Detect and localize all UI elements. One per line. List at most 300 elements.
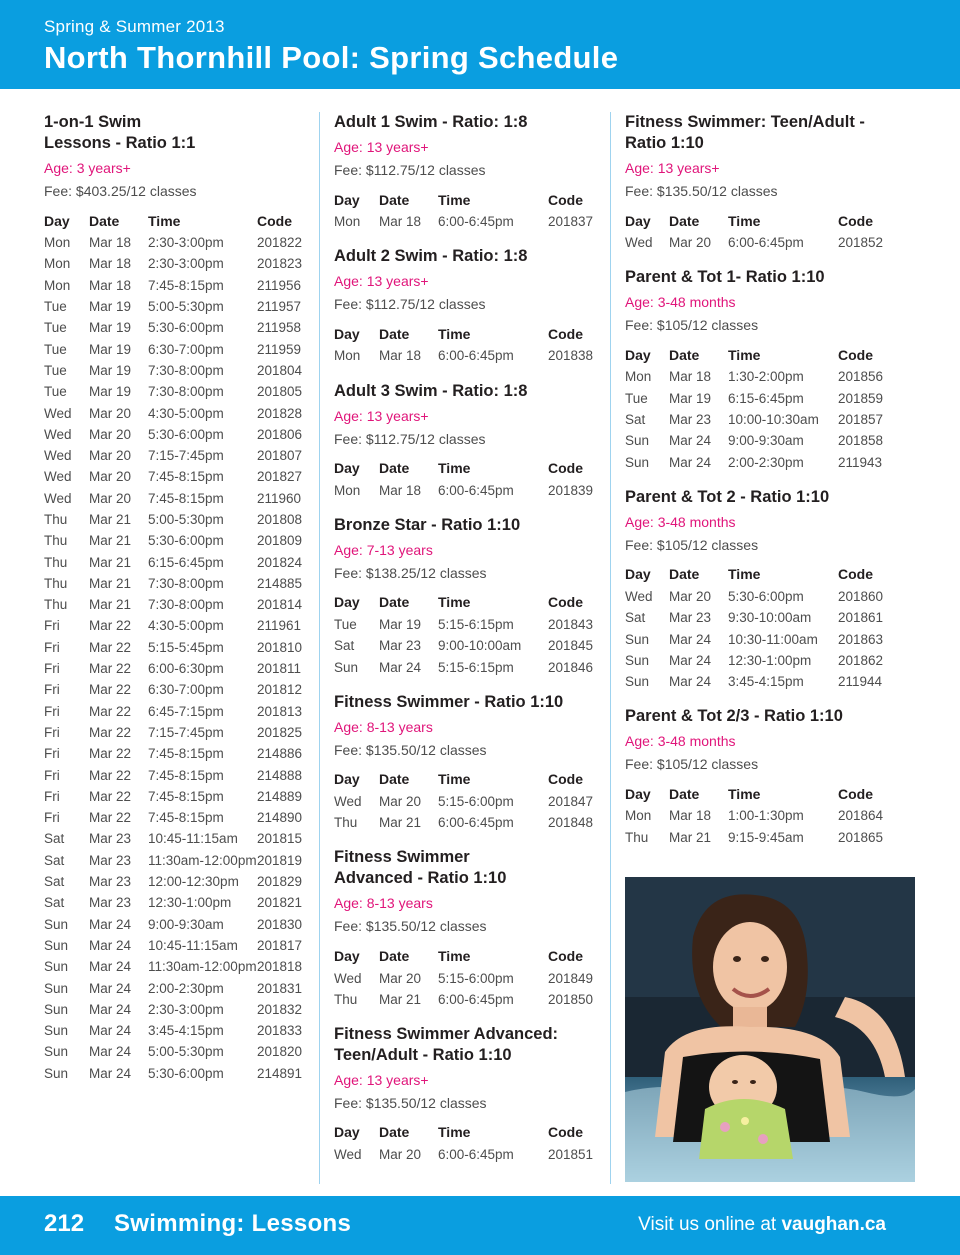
cell-code: 201839 (548, 482, 594, 498)
table-row (44, 892, 302, 913)
column-divider (610, 112, 611, 1184)
program-fee: Fee: $112.75/12 classes (334, 296, 486, 313)
table-row (44, 828, 302, 849)
table-row (44, 850, 302, 871)
cell-day: Thu (44, 512, 68, 527)
program-title (334, 1024, 596, 1066)
cell-code: 211957 (257, 299, 302, 315)
cell-date: Mar 21 (379, 991, 422, 1007)
column-header-code: Code (838, 346, 873, 363)
cell-date: Mar 22 (89, 788, 132, 804)
cell-time: 3:45-4:15pm (728, 674, 804, 690)
column-header-day: Day (625, 212, 651, 229)
table-row (44, 615, 302, 636)
table-header-row (625, 209, 883, 232)
table-row (625, 650, 883, 671)
table-row (44, 658, 302, 679)
column-header-date: Date (379, 191, 410, 208)
column-header-day: Day (334, 947, 360, 964)
program-fee: Fee: $135.50/12 classes (625, 183, 778, 199)
table-row (625, 805, 883, 826)
cell-code: 201846 (548, 659, 594, 675)
table-header-row (334, 457, 593, 480)
cell-day: Fri (44, 682, 60, 698)
program-block (334, 692, 596, 834)
cell-time: 6:30-7:00pm (148, 341, 224, 357)
cell-code: 211956 (257, 277, 302, 293)
table-row (44, 722, 302, 743)
column-header-date: Date (379, 594, 410, 611)
cell-time: 9:00-9:30am (728, 433, 804, 449)
column-header-day: Day (44, 212, 70, 229)
cell-day: Mon (625, 808, 652, 824)
cell-time: 3:45-4:15pm (148, 1023, 224, 1039)
column-header-day: Day (625, 346, 651, 363)
program-title (334, 847, 596, 889)
table-row (625, 827, 883, 848)
cell-time: 10:00-10:30am (728, 412, 819, 428)
website-link[interactable] (638, 1214, 886, 1236)
cell-code: 214888 (257, 767, 303, 783)
cell-date: Mar 24 (89, 937, 132, 953)
column-header-date: Date (89, 212, 120, 229)
cell-day: Tue (44, 320, 67, 336)
program-block (334, 515, 596, 678)
table-row (44, 551, 302, 572)
column-header-date: Date (669, 346, 700, 363)
cell-date: Mar 21 (89, 575, 132, 591)
table-row (44, 871, 302, 892)
table-row (44, 232, 302, 253)
program-title-line: Lessons - Ratio 1:1 (44, 134, 196, 152)
cell-day: Fri (44, 661, 60, 677)
table-row (44, 637, 302, 658)
cell-code: 201822 (257, 235, 303, 251)
cell-date: Mar 24 (89, 1001, 132, 1017)
table-row (334, 635, 593, 656)
table-row (44, 402, 302, 423)
cell-time: 7:45-8:15pm (148, 746, 224, 762)
column-header-date: Date (669, 785, 700, 802)
program-title (44, 112, 306, 154)
cell-date: Mar 21 (89, 597, 132, 613)
cell-date: Mar 22 (89, 767, 132, 783)
column-header-time: Time (438, 325, 471, 342)
cell-time: 5:15-6:15pm (438, 617, 514, 633)
column-header-date: Date (379, 947, 410, 964)
cell-code: 201819 (257, 852, 303, 868)
program-title-line: Fitness Swimmer - Ratio 1:10 (334, 692, 564, 711)
cell-date: Mar 18 (669, 808, 712, 824)
cell-time: 6:00-6:45pm (438, 815, 514, 831)
table-row (625, 586, 883, 607)
program-title-line: Fitness Swimmer (334, 848, 470, 867)
page-footer (0, 1196, 960, 1255)
cell-time: 7:30-8:00pm (148, 384, 224, 400)
cell-date: Mar 22 (89, 724, 132, 740)
table-row (44, 1020, 302, 1041)
table-row (44, 424, 302, 445)
cell-code: 201820 (257, 1044, 303, 1060)
cell-code: 211959 (257, 341, 302, 357)
visit-prefix: Visit us online at (638, 1214, 782, 1235)
cell-code: 201856 (838, 369, 884, 385)
cell-day: Tue (625, 390, 648, 406)
cell-time: 7:45-8:15pm (148, 490, 224, 506)
cell-date: Mar 20 (379, 793, 422, 809)
table-header-row (334, 1121, 593, 1144)
table-row (625, 607, 883, 628)
cell-code: 201852 (838, 235, 884, 251)
table-row (44, 317, 302, 338)
program-age: Age: 13 years+ (334, 1071, 429, 1088)
cell-time: 6:00-6:45pm (438, 991, 514, 1007)
cell-time: 11:30am-12:00pm (148, 852, 257, 868)
cell-day: Sat (44, 895, 65, 911)
cell-day: Mon (625, 369, 652, 385)
cell-code: 201810 (257, 639, 303, 655)
cell-day: Fri (44, 639, 60, 655)
column-header-day: Day (334, 1124, 360, 1141)
cell-date: Mar 18 (89, 235, 132, 251)
program-title-line: Fitness Swimmer: Teen/Adult - (625, 113, 865, 131)
cell-code: 201857 (838, 412, 884, 428)
page-title: North Thornhill Pool: Spring Schedule (44, 40, 619, 75)
cell-day: Sat (625, 610, 646, 626)
column-header-time: Time (148, 212, 181, 229)
cell-day: Sun (44, 959, 69, 975)
column-divider (319, 112, 320, 1184)
cell-time: 5:30-6:00pm (728, 588, 804, 604)
program-title-line: 1-on-1 Swim (44, 113, 142, 131)
cell-date: Mar 21 (379, 815, 422, 831)
cell-date: Mar 22 (89, 639, 132, 655)
cell-date: Mar 18 (89, 277, 132, 293)
program-block (44, 112, 306, 1084)
table-row (44, 488, 302, 509)
cell-day: Thu (334, 815, 358, 831)
cell-time: 9:30-10:00am (728, 610, 812, 626)
program-title-line: Adult 1 Swim - Ratio: 1:8 (334, 113, 528, 131)
website-domain: vaughan.ca (781, 1214, 886, 1235)
cell-code: 201821 (257, 895, 303, 911)
table-row (44, 275, 302, 296)
cell-code: 201860 (838, 588, 884, 604)
cell-date: Mar 19 (89, 320, 132, 336)
cell-date: Mar 23 (89, 895, 132, 911)
cell-date: Mar 24 (89, 1044, 132, 1060)
cell-code: 201815 (257, 831, 303, 847)
cell-date: Mar 24 (669, 652, 712, 668)
cell-time: 7:45-8:15pm (148, 767, 224, 783)
program-title-line: Adult 2 Swim - Ratio: 1:8 (334, 247, 528, 266)
cell-date: Mar 20 (89, 490, 132, 506)
program-block (334, 847, 596, 1010)
cell-date: Mar 22 (89, 661, 132, 677)
table-header-row (334, 188, 593, 211)
table-row (44, 594, 302, 615)
cell-code: 201831 (257, 980, 303, 996)
table-row (44, 466, 302, 487)
cell-time: 5:00-5:30pm (148, 299, 224, 315)
table-row (44, 977, 302, 998)
program-age: Age: 3-48 months (625, 733, 736, 750)
cell-day: Sun (625, 454, 650, 470)
cell-date: Mar 24 (89, 980, 132, 996)
cell-day: Wed (625, 588, 653, 604)
cell-day: Thu (44, 533, 68, 549)
cell-code: 201832 (257, 1001, 303, 1017)
cell-date: Mar 23 (89, 831, 132, 847)
column-header-date: Date (669, 566, 700, 583)
program-fee: Fee: $135.50/12 classes (334, 1094, 487, 1111)
table-row (44, 296, 302, 317)
column-header-code: Code (838, 212, 873, 229)
cell-code: 201864 (838, 808, 884, 824)
cell-code: 201837 (548, 214, 594, 230)
cell-time: 7:15-7:45pm (148, 724, 224, 740)
column-header-time: Time (438, 947, 471, 964)
cell-code: 201829 (257, 874, 303, 890)
schedule-table (625, 343, 883, 472)
program-block (334, 381, 596, 501)
table-row (625, 671, 883, 692)
column-header-time: Time (438, 771, 471, 788)
table-row (625, 232, 883, 253)
column-header-code: Code (838, 566, 873, 583)
table-row (44, 764, 302, 785)
schedule-table (625, 563, 883, 692)
schedule-table (334, 188, 593, 232)
schedule-table (334, 1121, 593, 1165)
cell-day: Sun (44, 1065, 69, 1081)
cell-code: 201814 (257, 597, 303, 613)
cell-code: 214890 (257, 810, 303, 826)
table-row (44, 956, 302, 977)
cell-day: Wed (44, 448, 72, 464)
page-number: 212 (44, 1210, 85, 1237)
cell-time: 7:15-7:45pm (148, 448, 224, 464)
cell-day: Thu (44, 554, 68, 570)
cell-day: Fri (44, 724, 60, 740)
cell-day: Mon (44, 277, 71, 293)
cell-code: 201859 (838, 390, 884, 406)
program-title-line: Advanced - Ratio 1:10 (334, 869, 507, 888)
cell-date: Mar 21 (89, 554, 132, 570)
cell-date: Mar 24 (89, 1023, 132, 1039)
table-row (44, 509, 302, 530)
program-fee: Fee: $138.25/12 classes (334, 564, 487, 581)
program-title-line: Teen/Adult - Ratio 1:10 (334, 1045, 512, 1064)
cell-date: Mar 18 (379, 348, 422, 364)
cell-date: Mar 24 (669, 454, 712, 470)
cell-code: 201806 (257, 426, 303, 442)
cell-day: Mon (334, 348, 361, 364)
cell-day: Mon (334, 482, 361, 498)
column-header-time: Time (438, 1124, 471, 1141)
cell-code: 201847 (548, 793, 594, 809)
program-age: Age: 3-48 months (625, 294, 736, 311)
cell-code: 214889 (257, 788, 303, 804)
cell-date: Mar 19 (89, 341, 132, 357)
program-title-line: Bronze Star - Ratio 1:10 (334, 515, 521, 534)
column-header-code: Code (838, 785, 873, 802)
table-row (44, 701, 302, 722)
section-title: Swimming: Lessons (114, 1210, 352, 1237)
cell-code: 201862 (838, 652, 884, 668)
column-header-code: Code (548, 325, 583, 342)
table-row (44, 679, 302, 700)
cell-day: Thu (334, 991, 358, 1007)
cell-day: Mon (44, 256, 71, 272)
table-row (44, 743, 302, 764)
table-row (44, 253, 302, 274)
cell-day: Sun (44, 980, 69, 996)
cell-date: Mar 22 (89, 682, 132, 698)
table-row (44, 338, 302, 359)
column-header-day: Day (625, 566, 651, 583)
table-row (334, 812, 593, 833)
cell-day: Mon (44, 235, 71, 251)
cell-date: Mar 23 (89, 852, 132, 868)
cell-date: Mar 19 (89, 384, 132, 400)
table-row (334, 480, 593, 501)
cell-date: Mar 21 (669, 829, 712, 845)
cell-code: 201813 (257, 703, 303, 719)
cell-day: Wed (44, 426, 72, 442)
table-row (625, 451, 883, 472)
table-row (625, 628, 883, 649)
cell-date: Mar 18 (669, 369, 712, 385)
table-row (44, 530, 302, 551)
column-header-day: Day (334, 325, 360, 342)
cell-code: 201818 (257, 959, 303, 975)
cell-code: 214891 (257, 1065, 303, 1081)
cell-time: 5:15-6:15pm (438, 659, 514, 675)
table-header-row (334, 591, 593, 614)
table-header-row (334, 944, 593, 967)
cell-date: Mar 20 (379, 970, 422, 986)
table-row (44, 999, 302, 1020)
schedule-table (334, 944, 593, 1010)
cell-code: 201811 (257, 661, 302, 677)
cell-code: 211960 (257, 490, 302, 506)
cell-day: Sun (625, 433, 650, 449)
table-row (44, 1063, 302, 1084)
schedule-table (334, 768, 593, 834)
cell-date: Mar 20 (89, 426, 132, 442)
cell-time: 9:15-9:45am (728, 829, 804, 845)
program-fee: Fee: $112.75/12 classes (334, 162, 486, 178)
column-header-date: Date (379, 1124, 410, 1141)
column-header-time: Time (728, 212, 761, 229)
cell-time: 6:00-6:45pm (438, 348, 514, 364)
cell-time: 6:30-7:00pm (148, 682, 224, 698)
cell-day: Wed (625, 235, 653, 251)
table-header-row (334, 768, 593, 791)
table-row (334, 967, 593, 988)
cell-code: 211961 (257, 618, 302, 634)
cell-time: 2:00-2:30pm (728, 454, 804, 470)
cell-date: Mar 22 (89, 703, 132, 719)
cell-date: Mar 20 (669, 235, 712, 251)
cell-day: Fri (44, 810, 60, 826)
table-row (334, 1144, 593, 1165)
cell-day: Fri (44, 618, 60, 634)
column-header-date: Date (669, 212, 700, 229)
table-row (44, 807, 302, 828)
program-block (334, 112, 596, 232)
cell-date: Mar 18 (379, 214, 422, 230)
table-header-row (625, 563, 883, 586)
cell-code: 201845 (548, 638, 594, 654)
table-row (625, 409, 883, 430)
program-block (625, 112, 925, 253)
cell-day: Tue (44, 362, 67, 378)
cell-code: 201838 (548, 348, 594, 364)
cell-code: 201861 (838, 610, 884, 626)
cell-date: Mar 21 (89, 533, 132, 549)
cell-code: 201825 (257, 724, 303, 740)
column-header-date: Date (379, 771, 410, 788)
cell-time: 6:15-6:45pm (728, 390, 804, 406)
cell-date: Mar 20 (669, 588, 712, 604)
cell-time: 6:00-6:45pm (438, 1147, 514, 1163)
cell-time: 6:15-6:45pm (148, 554, 224, 570)
cell-date: Mar 23 (379, 638, 422, 654)
column-2 (334, 112, 596, 1179)
cell-code: 201851 (548, 1147, 594, 1163)
program-title (625, 267, 925, 288)
cell-day: Sun (44, 1044, 69, 1060)
cell-code: 211958 (257, 320, 302, 336)
season-label: Spring & Summer 2013 (44, 17, 225, 36)
table-row (44, 381, 302, 402)
cell-time: 1:00-1:30pm (728, 808, 804, 824)
cell-date: Mar 21 (89, 512, 132, 527)
cell-time: 9:00-10:00am (438, 638, 522, 654)
cell-time: 9:00-9:30am (148, 916, 224, 932)
cell-day: Wed (44, 469, 72, 485)
cell-time: 7:45-8:15pm (148, 788, 224, 804)
cell-day: Tue (44, 341, 67, 357)
cell-code: 211944 (838, 674, 883, 690)
cell-day: Wed (334, 970, 362, 986)
program-title-line: Ratio 1:10 (625, 134, 704, 152)
table-header-row (625, 782, 883, 805)
program-age: Age: 3 years+ (44, 160, 131, 176)
column-header-code: Code (548, 594, 583, 611)
cell-code: 201865 (838, 829, 884, 845)
cell-day: Thu (625, 829, 649, 845)
table-row (44, 935, 302, 956)
column-header-code: Code (548, 771, 583, 788)
cell-day: Sat (625, 412, 646, 428)
cell-date: Mar 22 (89, 618, 132, 634)
cell-date: Mar 18 (379, 482, 422, 498)
column-header-date: Date (379, 460, 410, 477)
table-header-row (334, 322, 593, 345)
cell-code: 201817 (257, 937, 303, 953)
cell-code: 201843 (548, 617, 594, 633)
cell-day: Wed (44, 490, 72, 506)
cell-time: 6:00-6:45pm (438, 214, 514, 230)
program-block (625, 267, 925, 472)
program-title (625, 112, 925, 154)
cell-day: Sun (44, 937, 69, 953)
table-row (334, 614, 593, 635)
column-header-day: Day (334, 771, 360, 788)
